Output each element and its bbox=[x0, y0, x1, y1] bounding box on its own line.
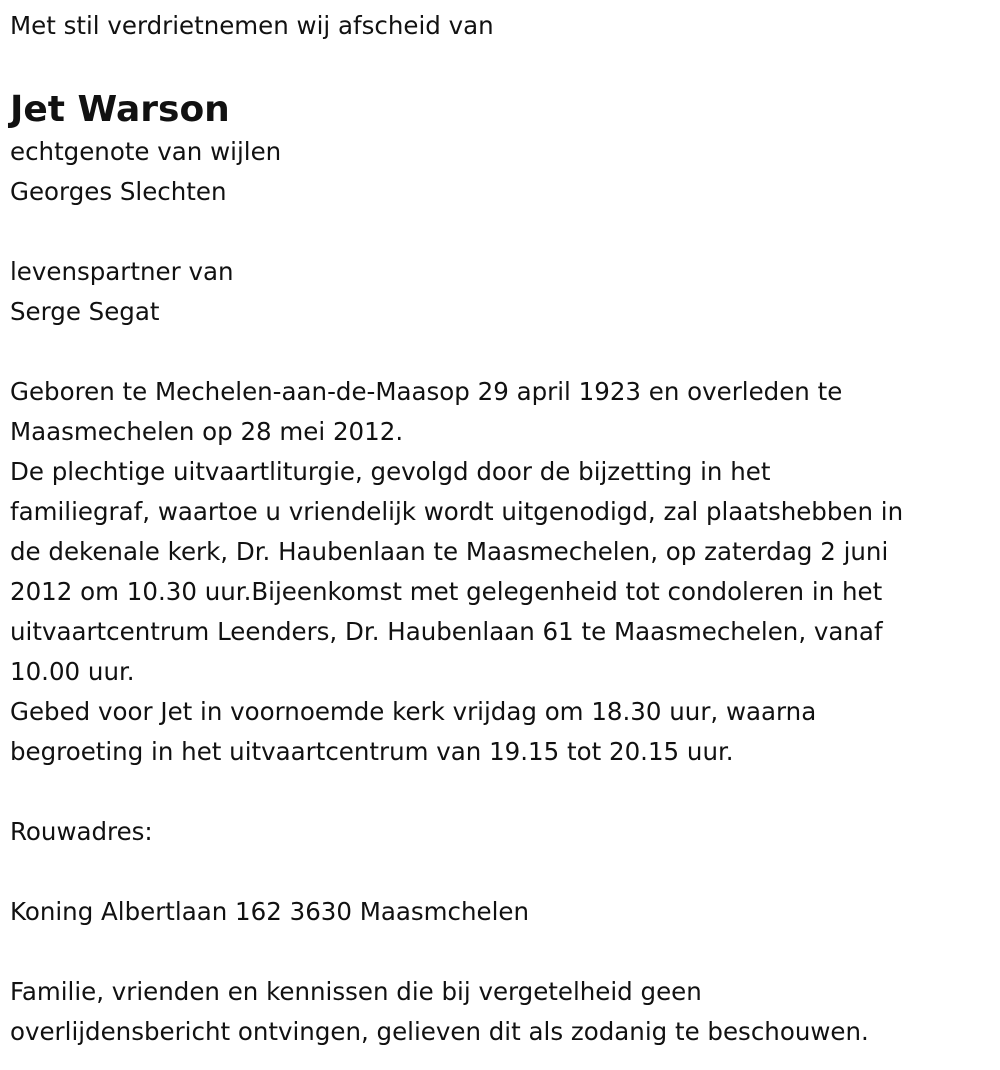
deceased-name: Jet Warson bbox=[10, 89, 230, 130]
details-line: De plechtige uitvaartliturgie, gevolgd door de bijzetting in het bbox=[10, 457, 771, 486]
details-line: Maasmechelen op 28 mei 2012. bbox=[10, 417, 404, 446]
partner-relation: levenspartner van bbox=[10, 257, 234, 286]
details-line: de dekenale kerk, Dr. Haubenlaan te Maasmechelen, op zaterdag 2 juni bbox=[10, 537, 889, 566]
closing-line: Familie, vrienden en kennissen die bij vergetelheid geen bbox=[10, 977, 702, 1006]
details-paragraph bbox=[10, 372, 995, 772]
spacer bbox=[10, 932, 995, 972]
spacer bbox=[10, 852, 995, 892]
obituary-notice bbox=[10, 8, 995, 1052]
details-line: 10.00 uur. bbox=[10, 657, 135, 686]
spouse-name: Georges Slechten bbox=[10, 177, 227, 206]
details-line: uitvaartcentrum Leenders, Dr. Haubenlaan 61 te Maasmechelen, vanaf bbox=[10, 617, 883, 646]
address-label: Rouwadres: bbox=[10, 817, 153, 846]
spacer bbox=[10, 332, 995, 372]
details-line: begroeting in het uitvaartcentrum van 19.15 tot 20.15 uur. bbox=[10, 737, 734, 766]
details-line: Gebed voor Jet in voornoemde kerk vrijdag om 18.30 uur, waarna bbox=[10, 697, 817, 726]
details-line: 2012 om 10.30 uur.Bijeenkomst met gelegenheid tot condoleren in het bbox=[10, 577, 883, 606]
spacer bbox=[10, 772, 995, 812]
spacer bbox=[10, 212, 995, 252]
details-line: familiegraf, waartoe u vriendelijk wordt uitgenodigd, zal plaatshebben in bbox=[10, 497, 904, 526]
closing-paragraph bbox=[10, 972, 995, 1052]
spouse-relation: echtgenote van wijlen bbox=[10, 137, 282, 166]
closing-line: overlijdensbericht ontvingen, gelieven dit als zodanig te beschouwen. bbox=[10, 1017, 869, 1046]
partner-name: Serge Segat bbox=[10, 297, 160, 326]
address-text: Koning Albertlaan 162 3630 Maasmchelen bbox=[10, 897, 530, 926]
details-line: Geboren te Mechelen-aan-de-Maasop 29 april 1923 en overleden te bbox=[10, 377, 843, 406]
intro-text: Met stil verdrietnemen wij afscheid van bbox=[10, 11, 494, 40]
